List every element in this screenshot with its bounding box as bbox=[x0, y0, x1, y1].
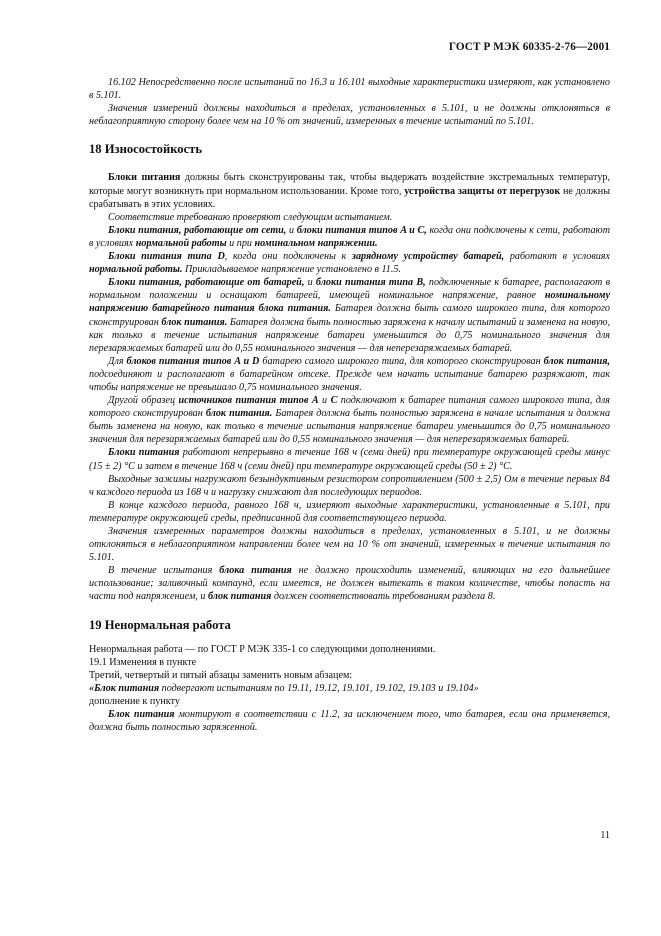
paragraph-19-1: 19.1 Изменения в пункте bbox=[89, 656, 197, 668]
paragraph-19-intro: Ненормальная работа — по ГОСТ Р МЭК 335-1 со следующими дополнениями. bbox=[89, 643, 436, 655]
paragraph-18-type-d: Блоки питания типа D, когда они подключены к зарядному устройству батарей, работают в условиях нормальной работы. Прикладываемое напряжение установлено в 11.5. bbox=[89, 251, 611, 276]
paragraph-18-load: Выходные зажимы нагружают безындуктивным резистором сопротивлением (500 ± 2,5) Ом в течение первых 84 ч каждого периода из 168 ч и нагрузку снижают для последующих периодов. bbox=[89, 473, 610, 498]
paragraph-19-replace: Третий, четвертый и пятый абзацы заменить новым абзацем: bbox=[89, 669, 353, 681]
paragraph-18-temperature: Блоки питания работают непрерывно в течение 168 ч (семи дней) при температуре окружающей среды минус (15 ± 2) °С и затем в течение 168 ч (семи дней) при температуре окружающей среды (50 ± 2) °С. bbox=[89, 447, 610, 472]
paragraph-18-measure: В конце каждого периода, равного 168 ч, измеряют выходные характеристики, установленные в 5.101, при температуре окружающей среды, предписанной для соответствующего периода. bbox=[89, 499, 610, 524]
paragraph-19-addition: дополнение к пункту bbox=[89, 696, 180, 708]
paragraph-16-102-requirement: Значения измерений должны находиться в пределах, установленных в 5.101, и не должны отклоняться в неблагоприятную сторону более чем на 10 % от значений, измеренных в течение испытаний по 5.101. bbox=[89, 103, 610, 128]
section-19-heading: 19 Ненормальная работа bbox=[89, 617, 231, 632]
paragraph-18-compliance: Соответствие требованию проверяют следующим испытанием. bbox=[108, 211, 393, 223]
paragraph-18-limits: Значения измеренных параметров должны находиться в пределах, установленных в 5.101, и не должны отклоняться в неблагоприятном направлении более чем на 10 % от значений, измеренных в течение испытания по 5.101. bbox=[89, 526, 610, 564]
paragraph-18-intro: Блоки питания должны быть сконструированы так, чтобы выдержать воздействие экстремальных температур, которые могут возникнуть при нормальном использовании. Кроме того, устройства защиты от перегрузок не должны срабатывать в этих условиях. bbox=[89, 172, 610, 210]
page-body bbox=[89, 76, 610, 734]
paragraph-18-mains: Блоки питания, работающие от сети, и блоки питания типов A и C, когда они подключены к сети, работают в условиях нормальной работы и при номинальном напряжении. bbox=[89, 224, 611, 249]
paragraph-19-new-text: «Блок питания подвергают испытаниям по 19.11, 19.12, 19.101, 19.102, 19.103 и 19.104» bbox=[89, 682, 479, 694]
page-number: 11 bbox=[600, 830, 610, 841]
paragraph-16-102: 16.102 Непосредственно после испытаний по 16.3 и 16.101 выходные характеристики измеряют, как установлено в 5.101. bbox=[89, 77, 610, 102]
paragraph-18-battery: Блоки питания, работающие от батарей, и блоки питания типа B, подключенные к батарее, располагают в нормальном положении и оснащают батареей, имеющей номинальное напряжение, равное номинальному напряжению батарейного питания блока питания. Батарея должна быть самого широкого типа, для которого сконструирован блок питания. Батарея должна быть полностью заряжена к началу испытаний и заменена на новую, как только в течение испытания напряжение батареи уменьшится до 0,75 номинального значения для перезаряжаемых батарей или до 0,55 номинального значения — для неперезаряжаемых батарей. bbox=[89, 277, 611, 354]
paragraph-18-type-a-d: Для блоков питания типов A и D батарею самого широкого типа, для которого сконструирован блок питания, подсоединяют и располагают в батарейном отсеке. Прежде чем начать испытание батарею разряжают, так чтобы напряжение не превышало 0,75 номинального значения. bbox=[89, 355, 610, 393]
paragraph-18-no-change: В течение испытания блока питания не должно происходить изменений, влияющих на его дальнейшее использование; заливочный компаунд, если имеется, не должен вытекать в таком количестве, чтобы попасть на части под напряжением, и блок питания должен соответствовать требованиям раздела 8. bbox=[89, 565, 610, 603]
paragraph-19-mount: Блок питания монтируют в соответствии с 11.2, за исключением того, что батарея, если она применяется, должна быть полностью заряженной. bbox=[89, 709, 610, 734]
section-18-heading: 18 Износостойкость bbox=[89, 142, 203, 157]
standard-header: ГОСТ Р МЭК 60335-2-76—2001 bbox=[448, 41, 610, 53]
paragraph-18-type-a-c: Другой образец источников питания типов A и C подключают к батарее питания самого широкого типа, для которого сконструирован блок питания. Батарея должна быть полностью заряжена в начале испытания и должна быть заменена на новую, как только в течение испытания напряжение батареи уменьшится до 0,75 номинального значения для перезаряжаемых батарей или до 0,55 номинального значения — для неперезаряжаемых батарей. bbox=[89, 395, 611, 446]
